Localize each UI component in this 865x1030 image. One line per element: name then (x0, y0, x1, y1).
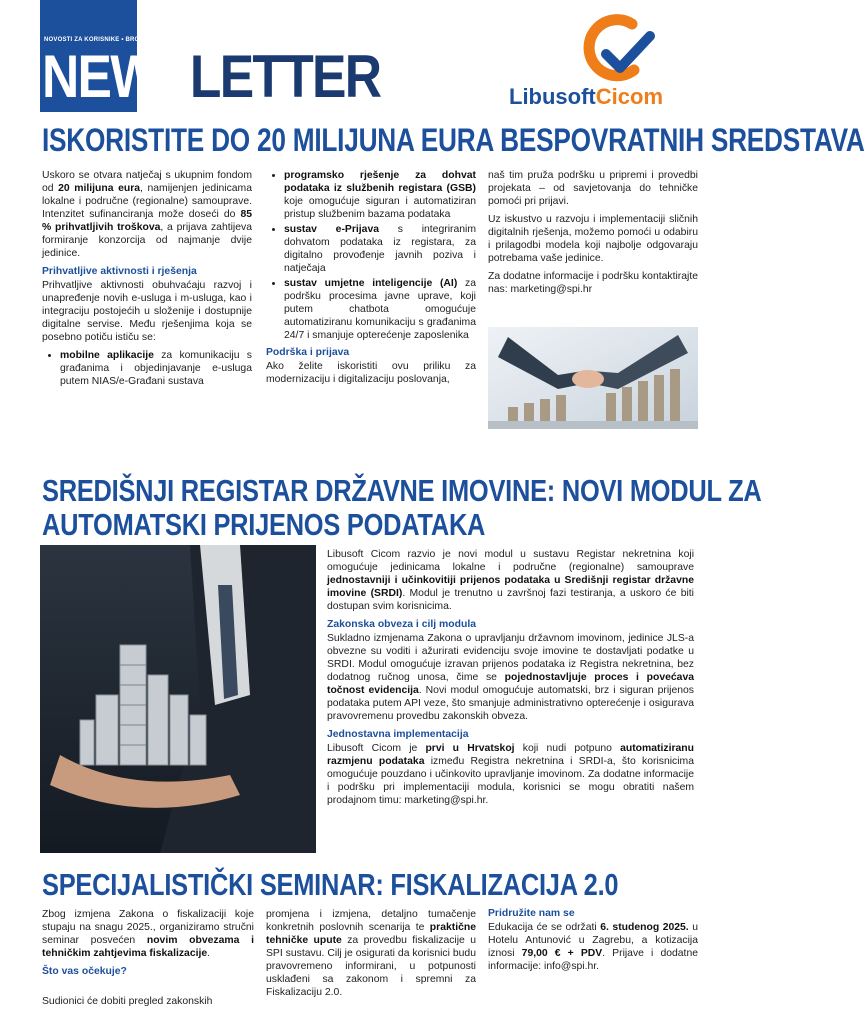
article3-expect-start: Sudionici će dobiti pregled zakonskih (42, 996, 213, 1007)
article3-col3 (488, 907, 698, 978)
article1-intro: Uskoro se otvara natječaj s ukupnim fondom od 20 milijuna eura, namijenjen jedinicama lokalne i područne (regionalne) samouprave. Intenzitet sufinanciranja može doseći do 85 % prihvatljivih troškova, a prijava zahtijeva formiranje konzorcija od najmanje dvije jedinice. (42, 170, 252, 259)
list-item: • mobilne aplikacije za komunikaciju s građanima i objedinjavanje e-usluga putem NIAS/e-Građani sustava (60, 349, 252, 388)
article3-col1-cont (42, 995, 254, 1008)
article1-support-cont: naš tim pruža podršku u pripremi i provedbi projekata – od savjetovanja do tehničke pomoći pri prijavi. (488, 170, 698, 207)
article1-col3 (488, 169, 698, 301)
article3-col2 (266, 908, 476, 1004)
article3-expect-text: promjena i izmjena, detaljno tumačenje konkretnih poslovnih scenarija te praktične tehničke upute za provedbu fiskalizacije u SPI sustavu. Cilj je osigurati da korisnici budu pravovremeno informirani, u potpunosti usklađeni sa zakonom i spremni za Fiskalizaciju 2.0. (266, 909, 476, 998)
article1-contact-text: Za dodatne informacije i podršku kontaktirajte nas: marketing@spi.hr (488, 271, 698, 295)
article1-list-a (42, 349, 252, 388)
article3-sub-join: Pridružite nam se (488, 908, 575, 919)
article2-sub-legal: Zakonska obveza i cilj modula (327, 619, 476, 630)
article3-sub-expect: Što vas očekuje? (42, 966, 127, 977)
handshake-coins-image (488, 327, 698, 429)
article2-title: SREDIŠNJI REGISTAR DRŽAVNE IMOVINE: NOVI MODUL ZA AUTOMATSKI PRIJENOS PODATAKA (42, 473, 762, 542)
article2-implementation-text: Libusoft Cicom je prvi u Hrvatskoj koji nudi potpuno automatiziranu razmjenu podataka između Registra nekretnina i SRDI-a, što korisnicima omogućuje pouzdano i učinkovito upravljanje imovinom. Za dodatne informacije i podršku pri implementaciji modula, korisnici se mogu obratiti našem prodajnom timu: marketing@spi.hr. (327, 743, 694, 806)
article1-col2: • programsko rješenje za dohvat podataka iz službenih registara (GSB) koje omogućuje siguran i automatiziran pristup službenim bazama podataka • sustav e-Prijava s integriranim dohvatom podataka iz registara, za digitalno provođenje javnih poziva i natječaja • sustav umjetne inteligencije (AI) za podršku procesima javne uprave, koji putem chatbota omogućuje automatiziranu komunikaciju s građanima 24/7 i smanjuje opterećenje zaposlenika Podrška i prijava Ako želite iskoristiti ovu priliku za modernizaciju i digitalizaciju poslovanja, (266, 169, 476, 365)
libusoft-logo-icon (570, 14, 670, 84)
title-news: NEWS (42, 43, 190, 110)
article1-list-b (266, 169, 476, 342)
article1-experience-text: Uz iskustvo u razvoju i implementaciji sličnih digitalnih rješenja, možemo pomoći u odabiru i prilagodbi modela koji najbolje odgovaraju potrebama vaše jedinice. (488, 214, 698, 264)
article1-sub-support: Podrška i prijava (266, 347, 350, 358)
list-item: • sustav umjetne inteligencije (AI) za podršku procesima javne uprave, koji putem chatbota omogućuje automatiziranu komunikaciju s građanima 24/7 i smanjuje opterećenje zaposlenika (284, 277, 476, 342)
businessman-city-image (40, 545, 316, 853)
brand-name: LibusoftCicom (509, 84, 664, 109)
article1-sub-activities: Prihvatljive aktivnosti i rješenja (42, 266, 197, 277)
article3-col1 (42, 908, 254, 979)
article2-intro: Libusoft Cicom razvio je novi modul u sustavu Registar nekretnina koji omogućuje jedinicama lokalne i područne (regionalne) samouprave jednostavniji i učinkovitiji prijenos podataka u Središnji registar državne imovine (SRDI). Modul je trenutno u završnoj fazi testiranja, a uskoro će biti dostupan svim korisnicima. (327, 549, 694, 612)
issue-meta: NOVOSTI ZA KORISNIKE • BROJ 10 • LISTOPAD 2025. (44, 37, 208, 43)
newsletter-title (42, 42, 380, 112)
article3-join-text: Edukacija će se održati 6. studenog 2025. u Hotelu Antunović u Zagrebu, a kotizacija iznosi 79,00 € + PDV. Prijave i dodatne informacije: info@spi.hr. (488, 922, 698, 972)
list-item: • sustav e-Prijava s integriranim dohvatom podataka iz registara, za digitalno provođenje javnih poziva i natječaja (284, 223, 476, 275)
article1-col1 (42, 169, 252, 392)
article2-sub-implementation: Jednostavna implementacija (327, 729, 469, 740)
title-letter: LETTER (189, 43, 381, 110)
article3-intro: Zbog izmjena Zakona o fiskalizaciji koje stupaju na snagu 2025., organiziramo stručni seminar posvećen novim obvezama i tehničkim zahtjevima fiskalizacije. (42, 909, 254, 959)
article1-title: ISKORISTITE DO 20 MILIJUNA EURA BESPOVRATNIH SREDSTAVA (42, 122, 865, 158)
article2-text (327, 548, 694, 812)
article3-title: SPECIJALISTIČKI SEMINAR: FISKALIZACIJA 2.0 (42, 867, 619, 902)
article1-activities-text: Prihvatljive aktivnosti obuhvaćaju razvoj i unapređenje novih e-usluga i m-usluga, kao i integraciju postojećih u složenije i dostupnije digitalne servise. Među rješenjima koja se posebno potiču ističu se: (42, 280, 252, 343)
article2-legal-text: Sukladno izmjenama Zakona o upravljanju državnom imovinom, jedinice JLS-a obvezne su voditi i ažurirati evidenciju svoje imovine te dostavljati podatke u SRDI. Modul omogućuje izravan prijenos podataka iz Registra nekretnina, bez dodatnog ručnog unosa, čime se pojednostavljuje proces i povećava točnost evidencija. Novi modul omogućuje automatski, brz i siguran prijenos podataka putem API veze, što smanjuje administrativno opterećenje i osigurava pravovremenu provedbu zakonskih obveza. (327, 633, 694, 722)
list-item: • programsko rješenje za dohvat podataka iz službenih registara (GSB) koje omogućuje siguran i automatiziran pristup službenim bazama podataka (284, 169, 476, 221)
